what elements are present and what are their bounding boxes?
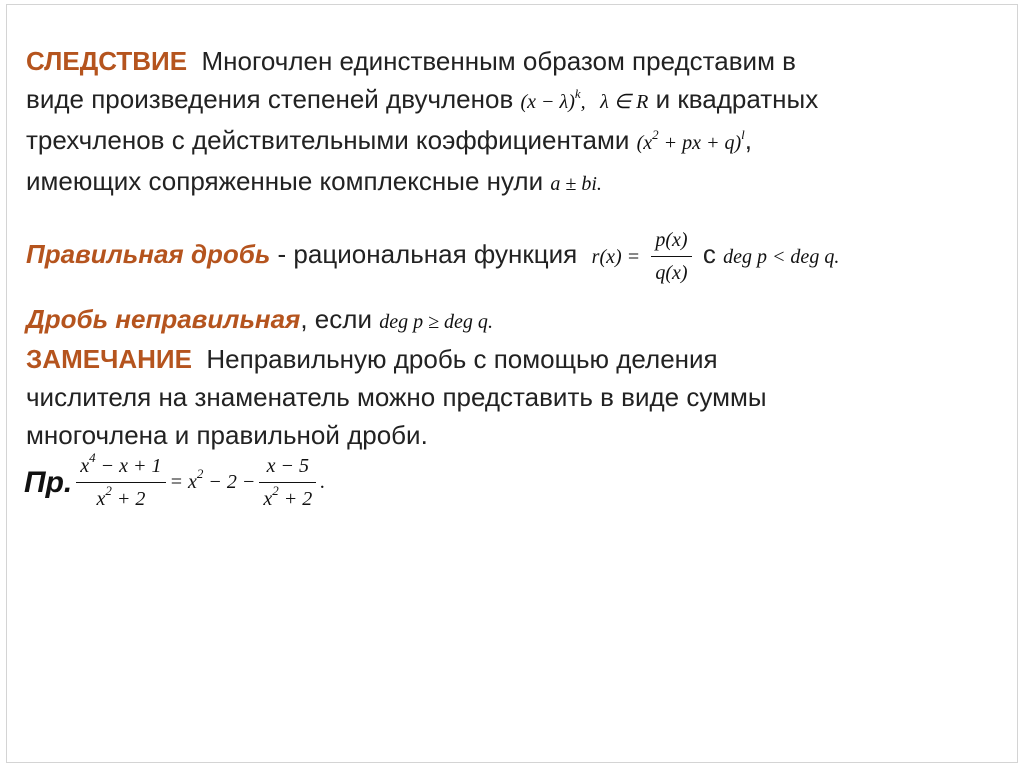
proper-fraction-term: Правильная дробь: [26, 239, 271, 269]
example-row: [24, 452, 325, 513]
corollary-line-2: виде произведения степеней двучленов $(x - \lambda)^k$, λ ∈ R и квадратных: [26, 84, 819, 114]
corollary-text-4: имеющих сопряженные комплексные нули: [26, 166, 544, 196]
corollary-title: СЛЕДСТВИЕ: [26, 46, 188, 76]
example-lhs-numerator: $x^4 - x + 1$: [80, 450, 162, 477]
lambda-in-r-formula: λ ∈ R: [600, 91, 649, 113]
improper-fraction-text: , если: [300, 304, 372, 334]
proper-fraction-text: - рациональная функция: [277, 239, 578, 269]
complex-roots-formula: a ± bi: [550, 173, 597, 195]
remark-paragraph: [26, 340, 1006, 454]
example-end: .: [320, 471, 326, 493]
remark-line-3: многочлена и правильной дроби.: [26, 420, 428, 450]
remark-line-1: [26, 340, 1006, 378]
linear-factor-formula: $(x - \lambda)^k$: [520, 86, 581, 113]
improper-fraction-term: Дробь неправильная: [26, 304, 301, 334]
corollary-text-2: виде произведения степеней двучленов: [26, 84, 514, 114]
rational-function-lhs: r(x) =: [591, 246, 641, 268]
example-rhs-numerator: x − 5: [266, 455, 310, 477]
example-rhs-denominator: $x^2 + 2$: [263, 483, 313, 510]
improper-fraction-condition: deg p ≥ deg q: [379, 311, 488, 333]
example-label: Пр.: [24, 465, 73, 499]
corollary-text-1: Многочлен единственным образом представим в: [201, 46, 796, 76]
improper-fraction-paragraph: Дробь неправильная, если deg p ≥ deg q.: [26, 304, 493, 334]
corollary-text-2-end: и квадратных: [655, 84, 819, 114]
corollary-line-1: [26, 42, 1006, 80]
corollary-paragraph: [26, 42, 1006, 203]
example-lhs-fraction: [76, 452, 165, 513]
remark-text-1: Неправильную дробь с помощью деления: [206, 344, 718, 374]
remark-line-2: числителя на знаменатель можно представить в виде суммы: [26, 382, 767, 412]
corollary-text-3: трехчленов с действительными коэффициентами: [26, 125, 630, 155]
rational-function-fraction: [651, 226, 691, 287]
proper-fraction-condition: deg p < deg q: [723, 246, 835, 268]
fraction-numerator: p(x): [655, 228, 688, 251]
corollary-line-3: трехчленов с действительными коэффициентами ($x^2$ + px + q)$^l$,: [26, 125, 753, 155]
example-lhs-denominator: $x^2 + 2$: [96, 483, 146, 510]
remark-title: ЗАМЕЧАНИЕ: [26, 344, 192, 374]
corollary-line-4: имеющих сопряженные комплексные нули a ± bi.: [26, 166, 602, 196]
example-rhs-fraction: [259, 452, 316, 513]
quadratic-factor-formula: ($x^2$ + px + q)$^l$: [636, 127, 745, 154]
fraction-denominator: q(x): [655, 261, 688, 284]
proper-fraction-paragraph: Правильная дробь - рациональная функция r(x) = $\frac{p(x)}{q(x)}$ с deg p < deg q.: [26, 222, 1006, 289]
proper-fraction-with: с: [702, 239, 716, 269]
example-middle: = $x^2 - 2$ −: [169, 466, 256, 493]
